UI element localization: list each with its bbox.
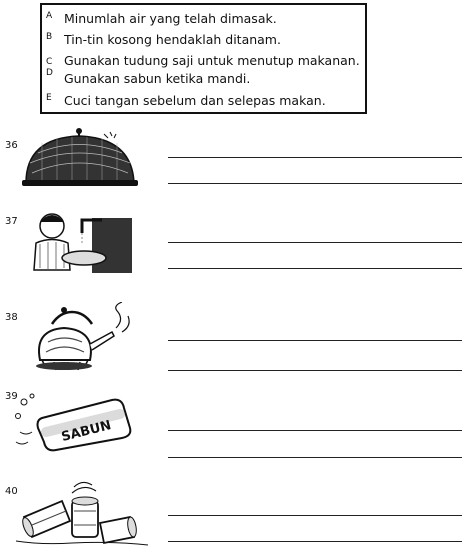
option-b [42,30,367,50]
answer-line[interactable] [168,457,462,458]
answer-line[interactable] [168,430,462,431]
option-letter: D [46,68,53,78]
option-letter: E [46,93,52,103]
answer-line[interactable] [168,242,462,243]
boiling-kettle-icon [12,302,152,372]
option-e [42,91,367,111]
answer-line[interactable] [168,340,462,341]
soap-label: SABUN [59,418,113,445]
option-text: Minumlah air yang telah dimasak. [64,11,277,26]
answer-line[interactable] [168,183,462,184]
answer-line[interactable] [168,157,462,158]
question-number: 39 [5,391,18,402]
option-text: Gunakan tudung saji untuk menutup makanan. [64,53,360,68]
option-text: Cuci tangan sebelum dan selepas makan. [64,93,326,108]
option-text: Tin-tin kosong hendaklah ditanam. [64,32,281,47]
answer-line[interactable] [168,541,462,542]
soap-bar-icon [12,388,152,458]
answer-line[interactable] [168,370,462,371]
question-number: 40 [5,486,18,497]
boy-washing-hands-icon [12,208,152,278]
question-number: 37 [5,216,18,227]
options-box [40,3,367,114]
option-letter: A [46,11,53,21]
question-number: 38 [5,312,18,323]
option-text: Gunakan sabun ketika mandi. [64,71,251,86]
question-number: 36 [5,140,18,151]
option-letter: C [46,57,53,67]
option-c [42,51,367,71]
answer-line[interactable] [168,515,462,516]
option-d [42,69,367,89]
food-cover-icon [12,128,152,198]
option-letter: B [46,32,53,42]
option-a [42,9,367,29]
empty-cans-icon [12,477,152,547]
answer-line[interactable] [168,268,462,269]
